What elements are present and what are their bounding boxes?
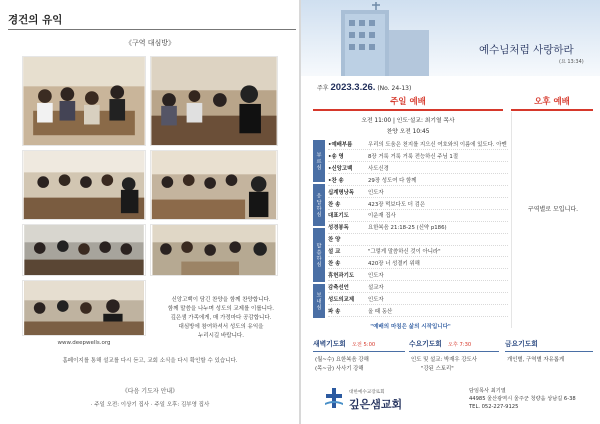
visit-photo-3 bbox=[22, 150, 146, 220]
wed-prayer-title: 수요기도회 bbox=[409, 340, 442, 348]
order-value: "그렇게 말씀하신 것이 아니라" bbox=[368, 249, 441, 256]
dawn-prayer-line: (월~수) 요한복음 강해 bbox=[315, 357, 369, 363]
order-row bbox=[328, 259, 508, 269]
order-value: 423장 먹보다도 더 검은 bbox=[368, 201, 426, 208]
fri-prayer-title: 금요기도회 bbox=[505, 340, 538, 348]
order-label: •신앙고백 bbox=[328, 165, 353, 172]
wed-prayer-line: 인도 및 설교: 박재우 강도사 bbox=[411, 357, 477, 363]
order-label: •송 영 bbox=[328, 153, 344, 160]
order-value: 이운재 집사 bbox=[368, 213, 396, 220]
order-row bbox=[328, 140, 508, 150]
caption-line: 신앙고백이 담긴 찬양을 함께 찬양합니다. bbox=[171, 297, 271, 303]
afternoon-box bbox=[511, 112, 593, 328]
order-row bbox=[328, 211, 508, 221]
order-label: 성경봉독 bbox=[328, 225, 349, 232]
order-value: 올 때 동산 bbox=[368, 308, 393, 315]
afternoon-text: 구역별로 모입니다. bbox=[527, 206, 579, 213]
main-service-header: 주일 예배 bbox=[313, 95, 503, 111]
fri-prayer-header bbox=[505, 338, 593, 352]
wed-prayer-line: "강된 스토리" bbox=[421, 366, 454, 372]
wed-prayer-body bbox=[411, 356, 477, 374]
order-row bbox=[328, 247, 508, 257]
issue-number: (No. 24-13) bbox=[377, 85, 412, 92]
section-title: 경건의 유익 bbox=[8, 14, 63, 26]
right-page bbox=[301, 0, 600, 424]
order-row bbox=[328, 283, 508, 293]
order-row bbox=[328, 164, 508, 174]
order-label: 십계명낭독 bbox=[328, 189, 355, 196]
band-word: 말씀하심 bbox=[313, 228, 325, 282]
order-label: 찬 송 bbox=[328, 201, 341, 208]
next-prayer-info: · 주일 오전: 이상기 집사 · 주일 오후: 김부영 집사 bbox=[90, 402, 210, 408]
church-logo bbox=[323, 387, 345, 409]
section-subtitle: 《구역 대심방》 bbox=[124, 39, 176, 47]
visit-photo-7 bbox=[22, 280, 146, 336]
order-label: 성도의교제 bbox=[328, 296, 355, 303]
order-label: 찬 송 bbox=[328, 261, 341, 267]
band-calling: 부르심 bbox=[313, 140, 325, 182]
order-label: 찬 양 bbox=[328, 237, 341, 244]
order-value: 요한복음 21:18-25 (신약 p186) bbox=[368, 225, 447, 232]
band-sending: 보내심 bbox=[313, 284, 325, 318]
order-label: •예배부름 bbox=[328, 142, 353, 148]
dawn-prayer-title: 새벽기도회 bbox=[313, 340, 346, 348]
order-row bbox=[328, 176, 508, 186]
dawn-prayer-time: 오전 5:00 bbox=[351, 342, 376, 348]
service-info: 오전 11:00 | 인도·설교: 최기열 목사 bbox=[361, 118, 455, 124]
order-row bbox=[328, 188, 508, 198]
denomination: 대한예수교장로회 bbox=[349, 390, 385, 395]
band-response: 응답하심 bbox=[313, 184, 325, 226]
visit-photo-5 bbox=[22, 224, 146, 276]
closing-phrase: "예배의 마침은 삶의 시작입니다" bbox=[370, 324, 451, 330]
order-label: 감축선언 bbox=[328, 284, 349, 291]
motto-reference: (요 13:34) bbox=[559, 59, 584, 65]
dawn-prayer-line: (목~금) 사사기 강해 bbox=[315, 366, 364, 372]
order-value: 8장 거룩 거룩 거룩 전능하신 주님 1절 bbox=[368, 153, 459, 160]
left-header bbox=[8, 8, 296, 30]
order-label: 휴헌과기도 bbox=[328, 272, 355, 279]
order-value: 인도자 bbox=[368, 189, 384, 196]
order-value: 29장 성도여 다 함께 bbox=[368, 177, 417, 184]
wed-prayer-time: 오후 7:30 bbox=[447, 342, 472, 348]
order-value: 사도신경 bbox=[368, 165, 389, 172]
order-row bbox=[328, 235, 508, 245]
afternoon-service-header: 오후 예배 bbox=[511, 95, 593, 111]
order-label: 대표기도 bbox=[328, 213, 349, 220]
order-label: 설 교 bbox=[328, 249, 341, 256]
order-row bbox=[328, 295, 508, 305]
homepage-note: 홈페이지를 통해 설교를 다시 듣고, 교회 소식을 다시 확인할 수 있습니다. bbox=[62, 358, 238, 364]
date-prefix: 주후 bbox=[317, 85, 329, 92]
caption-line: 누리시길 바랍니다. bbox=[197, 333, 244, 339]
church-phone: TEL. 052-227-9125 bbox=[469, 404, 519, 410]
dawn-prayer-header bbox=[313, 338, 405, 352]
visit-photo-2 bbox=[150, 56, 278, 146]
order-value: 420장 너 성결키 위해 bbox=[368, 261, 420, 267]
caption-line: 깊은샘 가족에게, 매 가정마다 공감합니다. bbox=[170, 315, 272, 321]
website-url[interactable]: www.deepwells.org bbox=[57, 340, 111, 346]
service-date: 2023.3.26. bbox=[330, 82, 376, 93]
church-name: 깊은샘교회 bbox=[349, 398, 403, 411]
order-value: 인도자 bbox=[368, 296, 384, 303]
motto: 예수님처럼 사랑하라 bbox=[479, 44, 574, 56]
order-row bbox=[328, 152, 508, 162]
visit-photo-1 bbox=[22, 56, 146, 146]
order-row bbox=[328, 223, 508, 233]
church-address: 44985 울산광역시 울주군 청량읍 상남길 6-38 bbox=[469, 396, 576, 402]
order-row bbox=[328, 200, 508, 210]
photo-caption bbox=[150, 296, 292, 341]
order-label: •찬 송 bbox=[328, 177, 344, 184]
order-value: 설교자 bbox=[368, 284, 384, 291]
church-contact bbox=[469, 387, 576, 411]
praise-info: 찬양 오전 10:45 bbox=[386, 129, 430, 135]
order-row bbox=[328, 271, 508, 281]
order-value: 우리의 도움은 천지를 지으신 여호와의 이름에 있도다. 아멘 bbox=[368, 142, 507, 148]
order-label: 파 송 bbox=[328, 308, 341, 315]
visit-photo-6 bbox=[150, 224, 278, 276]
date-line bbox=[317, 82, 411, 93]
order-row bbox=[328, 307, 508, 317]
caption-line: 함께 말씀을 나누며 성도의 교제를 이룹니다. bbox=[167, 306, 275, 312]
order-value: 인도자 bbox=[368, 272, 384, 279]
fri-prayer-body bbox=[507, 356, 564, 365]
caption-line: 대심방에 참여하셔서 성도의 유익을 bbox=[178, 324, 264, 330]
next-prayer-title: 《다음 기도자 안내》 bbox=[121, 388, 179, 395]
wed-prayer-header bbox=[409, 338, 499, 352]
pastor-name: 담임목사 최기열 bbox=[469, 388, 506, 394]
fri-prayer-line: 개인별, 구역별 자유롭게 bbox=[507, 357, 565, 363]
dawn-prayer-body bbox=[315, 356, 369, 374]
visit-photo-4 bbox=[150, 150, 278, 220]
